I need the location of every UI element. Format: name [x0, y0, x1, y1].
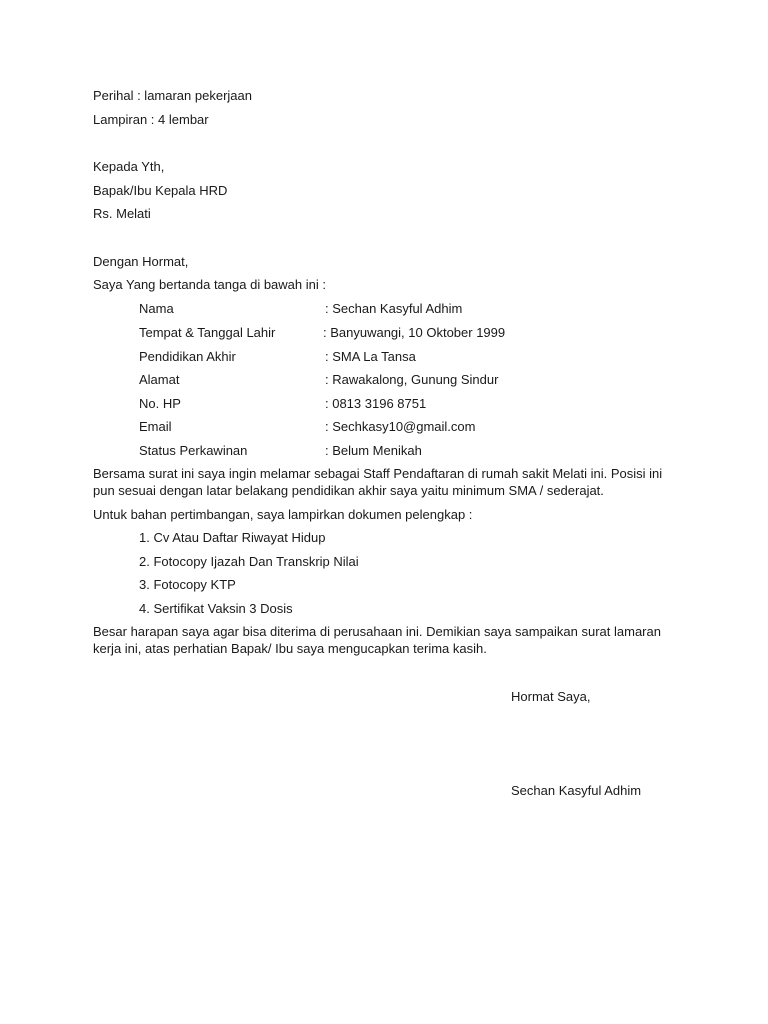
field-value: : Belum Menikah [325, 443, 422, 458]
attachment-item: 3. Fotocopy KTP [139, 577, 236, 592]
attachment-item: 1. Cv Atau Daftar Riwayat Hidup [139, 530, 326, 545]
field-value: : Sechkasy10@gmail.com [325, 419, 476, 434]
subject-line: Perihal : lamaran pekerjaan [93, 88, 252, 103]
field-value: : Rawakalong, Gunung Sindur [325, 372, 499, 387]
attachments-intro: Untuk bahan pertimbangan, saya lampirkan dokumen pelengkap : [93, 507, 473, 522]
recipient-line-2: Bapak/Ibu Kepala HRD [93, 183, 228, 198]
field-value: : Sechan Kasyful Adhim [325, 301, 463, 316]
field-label: Email [139, 419, 172, 434]
recipient-line-3: Rs. Melati [93, 206, 151, 221]
field-label: Nama [139, 301, 174, 316]
field-label: Alamat [139, 372, 180, 387]
field-label: Tempat & Tanggal Lahir [139, 325, 276, 340]
intro-line: Saya Yang bertanda tanga di bawah ini : [93, 277, 326, 292]
attachment-item: 2. Fotocopy Ijazah Dan Transkrip Nilai [139, 554, 359, 569]
field-value: : 0813 3196 8751 [325, 396, 427, 411]
field-label: No. HP [139, 396, 181, 411]
field-label: Pendidikan Akhir [139, 349, 236, 364]
signature-name: Sechan Kasyful Adhim [511, 783, 642, 798]
field-label: Status Perkawinan [139, 443, 248, 458]
field-value: : Banyuwangi, 10 Oktober 1999 [323, 325, 506, 340]
field-value: : SMA La Tansa [325, 349, 416, 364]
attachment-item: 4. Sertifikat Vaksin 3 Dosis [139, 601, 293, 616]
greeting: Dengan Hormat, [93, 254, 189, 269]
recipient-line-1: Kepada Yth, [93, 159, 165, 174]
body-paragraph-1: Bersama surat ini saya ingin melamar sebagai Staff Pendaftaran di rumah sakit Melati ini. Posisi ini pun sesuai dengan latar belakang pendidikan akhir saya yaitu minimum SMA / sederajat. [93, 466, 663, 498]
closing-paragraph: Besar harapan saya agar bisa diterima di perusahaan ini. Demikian saya sampaikan surat lamaran kerja ini, atas perhatian Bapak/ Ibu saya mengucapkan terima kasih. [93, 624, 661, 656]
attachment-count-line: Lampiran : 4 lembar [93, 112, 209, 127]
signature-salutation: Hormat Saya, [511, 689, 591, 704]
